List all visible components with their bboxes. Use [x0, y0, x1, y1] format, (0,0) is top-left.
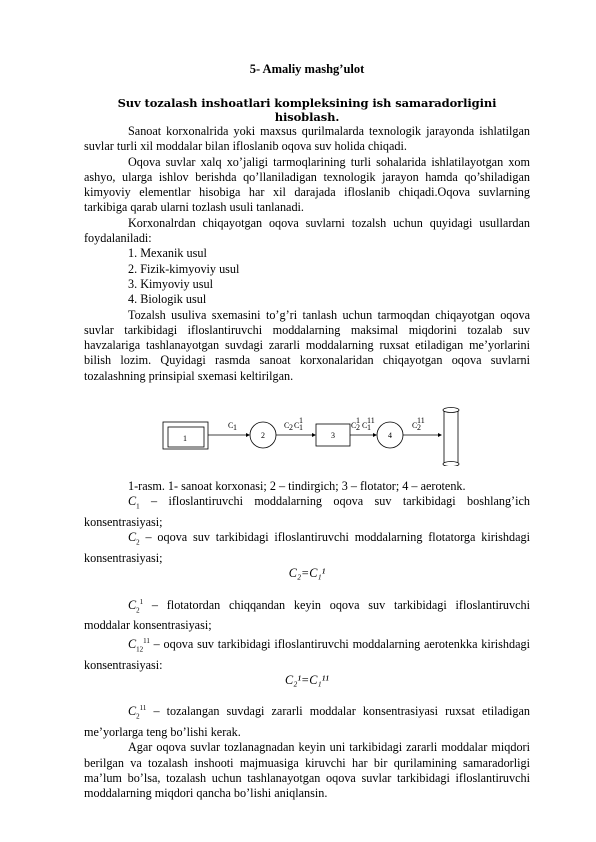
water-reservoir-icon: [443, 408, 459, 467]
def-c2-1: $C_2^1$ – flotatordan chiqqandan keyin oqova suv tarkibidagi ifloslantiruvchi moddalar konsentrasiyasi;: [84, 597, 530, 633]
def-c2: $C_2$ – oqova suv tarkibidagi ifloslantiruvchi moddalarning flotatorga kirishdagi konsentrasiyasi;: [84, 530, 530, 566]
paragraph-2: Oqova suvlar xalq xo’jaligi tarmoqlarining turli sohalarida ishlatilayotgan xom ashyo, ularga ishlov berishda qo’llaniladigan texnologik jarayon hamda qo’shiladigan kimyoviy elementlar hisobiga har xil darajada ifloslanib chiqadi.Oqova suvlarning tarkibiga qarab ularni tozlash usuli tanlanadi.: [84, 154, 530, 215]
list-item: 2. Fizik-kimyoviy usul: [128, 261, 240, 276]
page-subtitle: Suv tozalash inshoatlari kompleksining ish samaradorligini hisoblash.: [117, 96, 497, 124]
svg-text:C: C: [412, 421, 418, 430]
formula-1: C₂=C₁¹: [288, 566, 326, 581]
page-title: 5- Amaliy mashg’ulot: [249, 62, 365, 76]
list-item: 3. Kimyoviy usul: [128, 276, 213, 291]
svg-text:2: 2: [417, 423, 421, 432]
svg-text:2: 2: [289, 423, 293, 432]
def-c2-11: $C_2^{11}$ – tozalangan suvdagi zararli moddalar konsentrasiyasi ruxsat etiladigan me’yorlarga teng bo’lishi kerak.: [84, 704, 530, 739]
paragraph-4: Tozalsh usuliva sxemasini to’g’ri tanlash uchun tarmoqdan chiqayotgan oqova suvlar tarkibidagi ifloslantiruvchi moddalarning maksimal miqdorini tozalab suv havzalariga tashlanayotgan suvdagi zararli moddalarning ruxsat etiladigan me’yorlarini bilish lozim. Quyidagi rasmda sanoat korxonalaridan chiqayotgan oqova suvlarni tozalashning prinsipial sxemasi keltirilgan.: [84, 307, 530, 383]
svg-text:1: 1: [356, 416, 360, 425]
def-c1: $C_1$ – ifloslantiruvchi moddalarning oqova suv tarkibidagi boshlang’ich konsentrasiyasi;: [84, 494, 530, 530]
list-item: 1. Mexanik usul: [128, 246, 207, 261]
svg-text:2: 2: [356, 423, 360, 432]
formula-2: C₂¹=C₁¹¹: [285, 672, 329, 687]
node-label-3: 3: [331, 431, 335, 440]
svg-text:1: 1: [299, 423, 303, 432]
node-label-2: 2: [261, 431, 265, 440]
svg-text:1: 1: [367, 423, 371, 432]
paragraph-3: Korxonalrdan chiqayotgan oqova suvlarni tozalsh uchun quyidagi usullardan foydalaniladi:: [84, 215, 530, 246]
treatment-scheme-diagram: [160, 404, 460, 466]
def-c12-11: $C_{12}^{11}$ – oqova suv tarkibidagi ifloslantiruvchi moddalarning aerotenkka kirishdagi konsentrasiyasi:: [84, 636, 530, 672]
intro-text: [84, 124, 530, 384]
svg-text:C: C: [284, 421, 290, 430]
methods-list: [84, 246, 530, 307]
svg-text:C: C: [294, 421, 300, 430]
svg-text:1: 1: [299, 416, 303, 425]
paragraph-1: Sanoat korxonalrida yoki maxsus qurilmalarda texnologik jarayonda ishlatilgan suvlar turli xil moddalar bilan ifloslanib oqova suv holida chiqadi.: [84, 124, 530, 154]
definitions-text: [84, 479, 530, 801]
figure-caption: 1-rasm. 1- sanoat korxonasi; 2 – tindirgich; 3 – flotator; 4 – aerotenk.: [128, 479, 466, 493]
svg-text:C: C: [362, 421, 368, 430]
svg-text:11: 11: [367, 416, 375, 425]
node-label-1: 1: [183, 434, 187, 443]
svg-text:1: 1: [233, 423, 237, 432]
svg-text:11: 11: [417, 416, 425, 425]
svg-text:C: C: [351, 421, 357, 430]
list-item: 4. Biologik usul: [128, 292, 207, 307]
node-label-4: 4: [388, 431, 392, 440]
final-paragraph: Agar oqova suvlar tozlanagnadan keyin uni tarkibidagi zararli moddalar miqdori berilgan va tozalash inshooti majmuasiga kiruvchi har bir qurilamining samaradorligi ma’lum bo’lsa, tozalash uchun tashlanayotgan oqova suvlar tarkibidagi ifloslantiruvchi moddalarning miqdori qancha bo’lishi aniqlansin.: [84, 740, 530, 801]
svg-text:C: C: [228, 421, 234, 430]
